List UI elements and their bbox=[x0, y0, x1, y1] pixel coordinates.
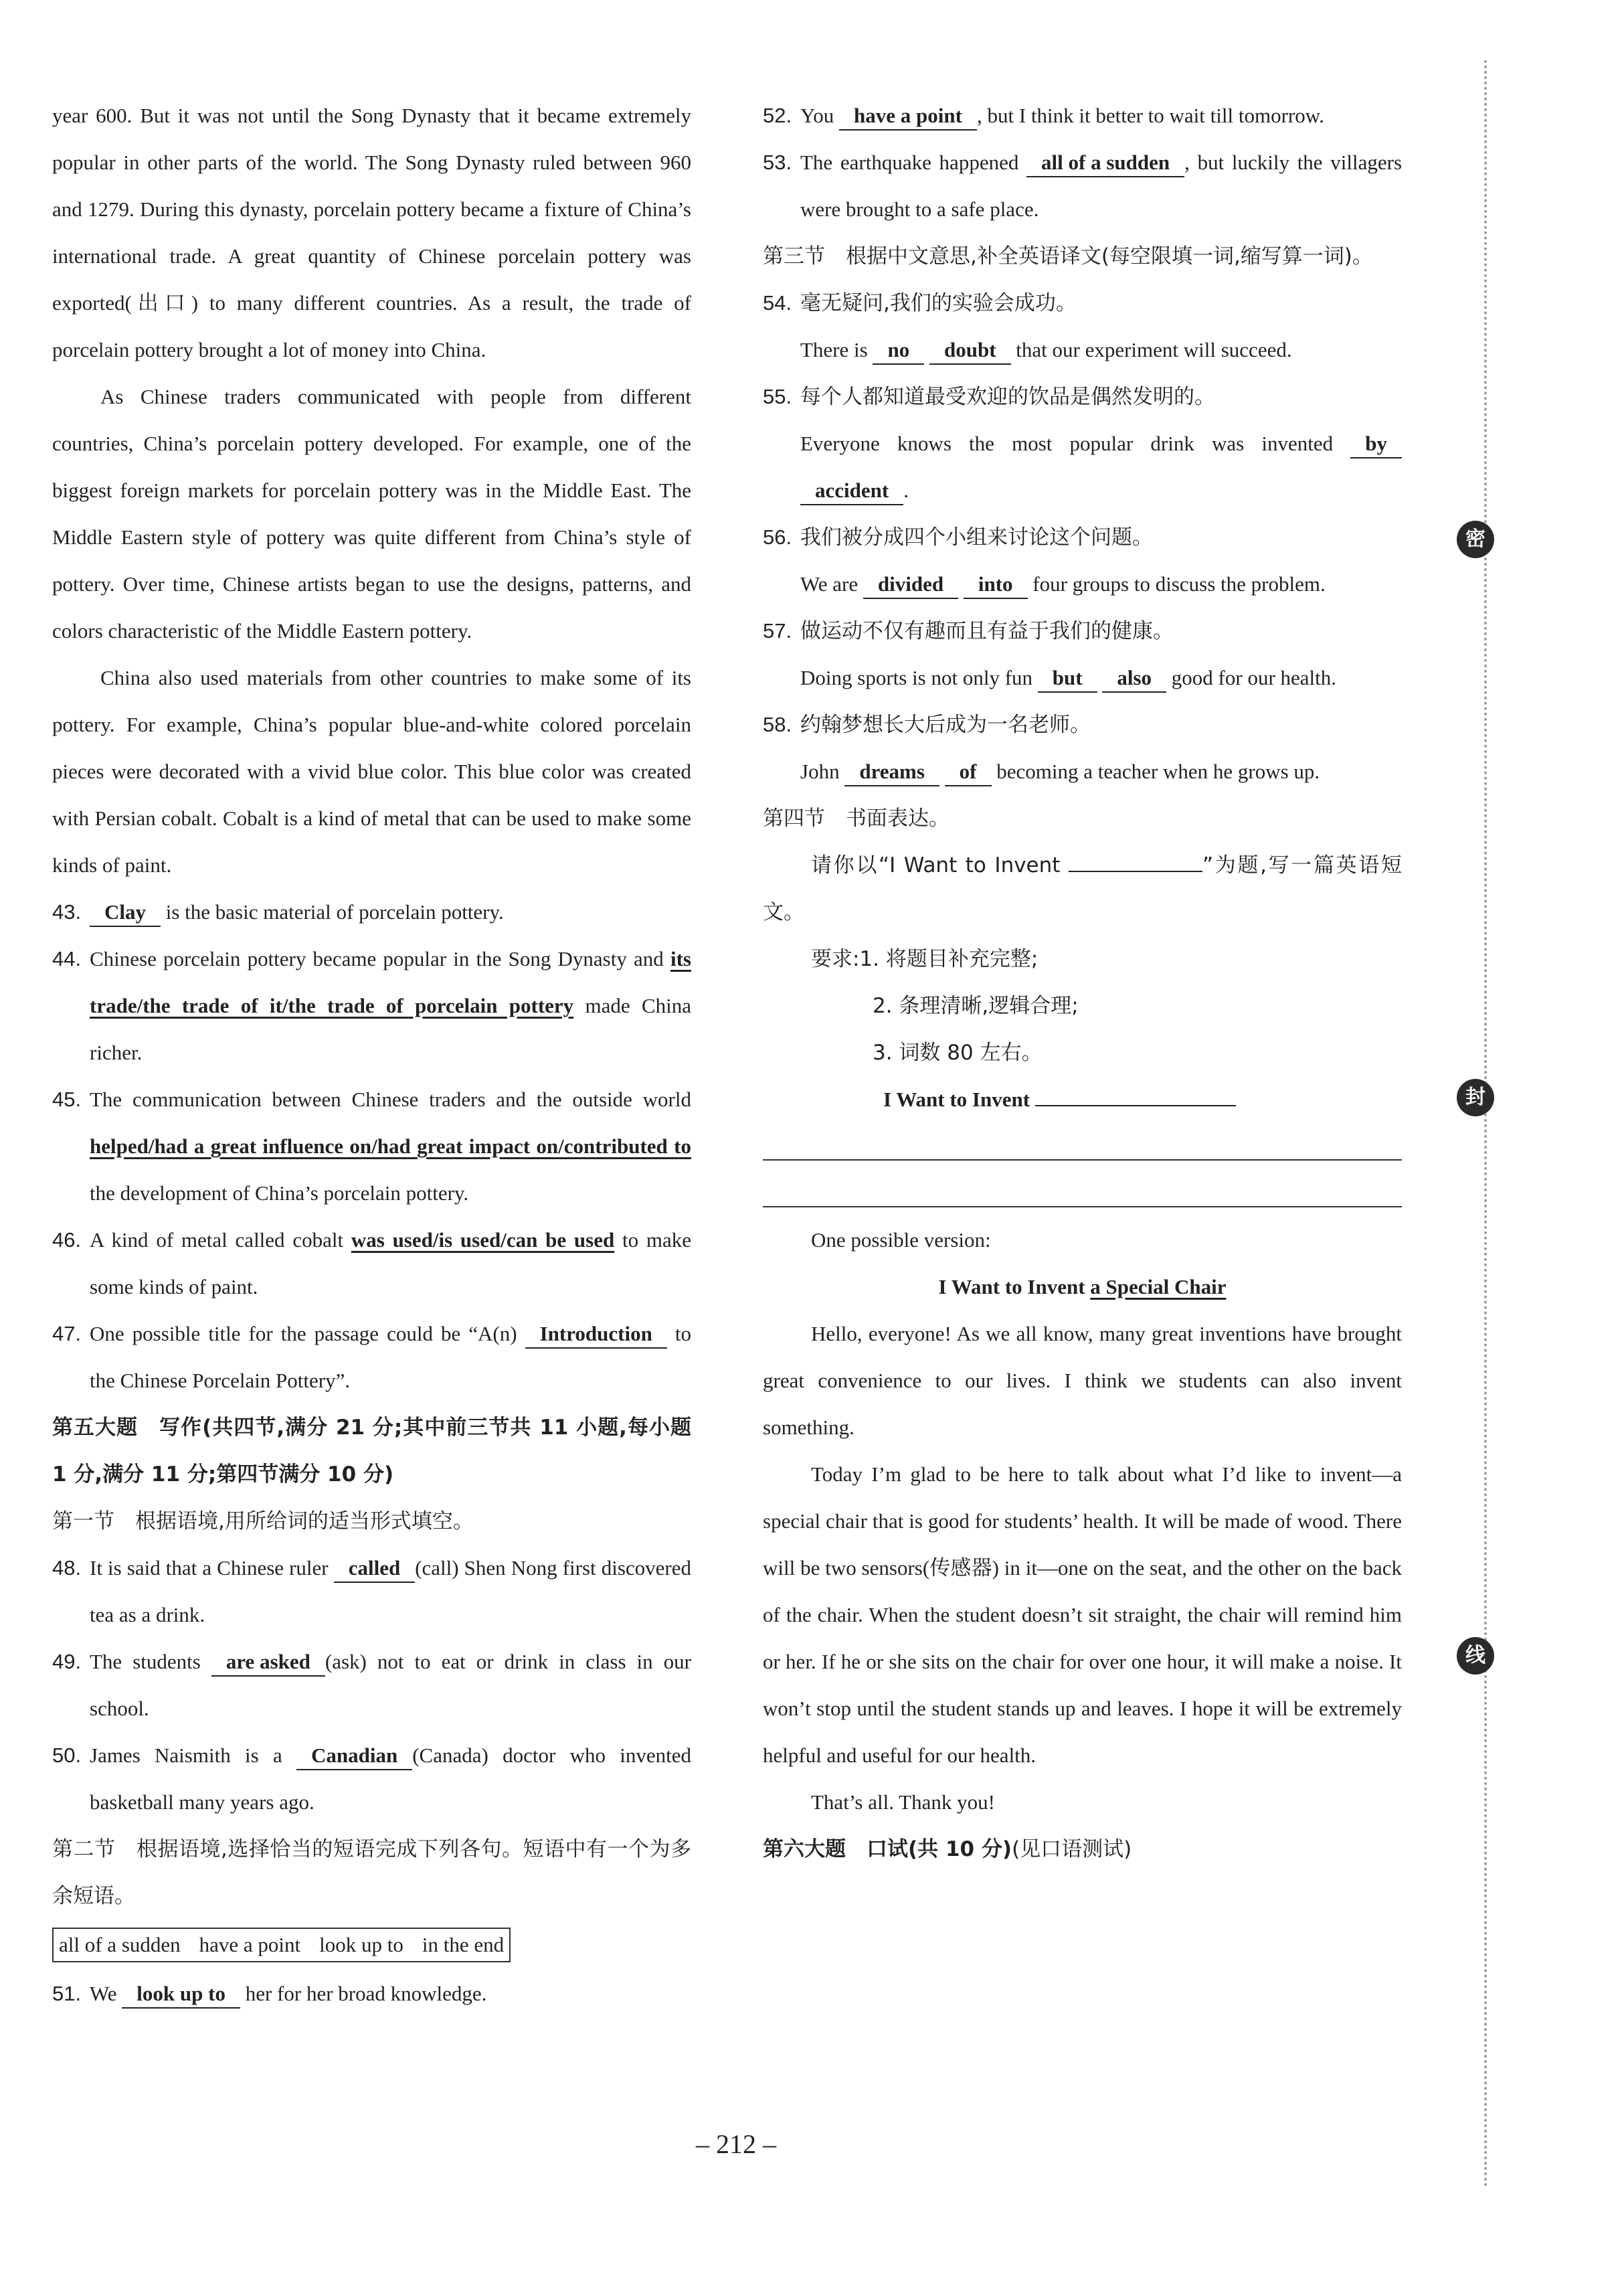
one-possible-version-label: One possible version: bbox=[811, 1228, 991, 1252]
model-paragraph-3: That’s all. Thank you! bbox=[811, 1790, 995, 1814]
answer-49: are asked bbox=[211, 1648, 325, 1677]
answer-54-b: doubt bbox=[929, 337, 1011, 365]
writing-line bbox=[763, 1123, 1402, 1170]
translation-58: John dreams of becoming a teacher when he grows up. bbox=[763, 748, 1402, 795]
requirement-3: 3. 词数 80 左右。 bbox=[873, 1041, 1043, 1065]
phrase-option: have a point bbox=[199, 1933, 301, 1956]
answer-56-a: divided bbox=[863, 571, 958, 599]
phrase-box bbox=[52, 1928, 511, 1962]
prompt-blank bbox=[1069, 852, 1202, 872]
question-47: 47. One possible title for the passage could be “A(n) Introduction to the Chinese Porcelain Pottery”. bbox=[52, 1322, 691, 1392]
essay-title: I Want to Invent bbox=[763, 1076, 1402, 1123]
question-48: 48. It is said that a Chinese ruler called (call) Shen Nong first discovered tea as a drink. bbox=[52, 1556, 691, 1626]
answer-51: look up to bbox=[122, 1980, 240, 2009]
requirement-1: 要求:1. 将题目补充完整; bbox=[811, 947, 1039, 971]
question-46: 46. A kind of metal called cobalt was used/is used/can be used to make some kinds of paint. bbox=[52, 1228, 691, 1298]
answer-55-b: accident bbox=[800, 477, 903, 505]
translation-57: Doing sports is not only fun but also good for our health. bbox=[763, 655, 1402, 701]
answer-58-a: dreams bbox=[844, 758, 939, 786]
phrase-option: in the end bbox=[422, 1933, 505, 1956]
question-54: 54. 毫无疑问,我们的实验会成功。 bbox=[763, 291, 1077, 315]
phrase-option: look up to bbox=[319, 1933, 403, 1956]
requirement-2: 2. 条理清晰,逻辑合理; bbox=[873, 994, 1079, 1018]
question-55: 55. 每个人都知道最受欢迎的饮品是偶然发明的。 bbox=[763, 385, 1215, 409]
answer-55-a: by bbox=[1350, 430, 1402, 458]
question-58: 58. 约翰梦想长大后成为一名老师。 bbox=[763, 713, 1091, 737]
translation-55: Everyone knows the most popular drink was invented by accident . bbox=[763, 420, 1402, 514]
question-57: 57. 做运动不仅有趣而且有益于我们的健康。 bbox=[763, 619, 1174, 643]
answer-56-b: into bbox=[964, 571, 1028, 599]
seal-mark-xian: 线 bbox=[1457, 1637, 1494, 1675]
passage-paragraph-1: year 600. But it was not until the Song Dynasty that it became extremely popular in other parts of the world. The Song Dynasty ruled between 960 and 1279. During this dynasty, porcelain pottery became a fixture of China’s international trade. A great quantity of Chinese porcelain pottery was exported(出口) to many different countries. As a result, the trade of porcelain pottery brought a lot of money into China. bbox=[52, 104, 691, 361]
model-essay-title: I Want to Invent a Special Chair bbox=[938, 1275, 1227, 1298]
writing-prompt: 请你以“I Want to Invent ”为题,写一篇英语短文。 bbox=[763, 853, 1402, 924]
essay-title-blank bbox=[1035, 1086, 1236, 1106]
binding-dotted-line bbox=[1484, 60, 1487, 2189]
seal-mark-mi: 密 bbox=[1457, 521, 1494, 558]
seal-mark-feng: 封 bbox=[1457, 1079, 1494, 1116]
question-50: 50. James Naismith is a Canadian (Canada) doctor who invented basketball many years ago. bbox=[52, 1744, 691, 1814]
part-4-heading: 第四节 书面表达。 bbox=[763, 806, 950, 831]
answer-50: Canadian bbox=[296, 1742, 412, 1770]
passage-paragraph-2: As Chinese traders communicated with people from different countries, China’s porcelain pottery developed. For example, one of the biggest foreign markets for porcelain pottery was in the Middle East. The Middle Eastern style of pottery was quite different from China’s style of pottery. Over time, Chinese artists began to use the designs, patterns, and colors characteristic of the Middle Eastern pottery. bbox=[52, 385, 691, 643]
model-paragraph-2: Today I’m glad to be here to talk about what I’d like to invent—a special chair that is good for students’ health. It will be made of wood. There will be two sensors(传感器) in it—one on the seat, and the other on the back of the chair. When the student doesn’t sit straight, the chair will remind him or her. If he or she sits on the chair for over one hour, it will make a noise. It won’t stop until the student stands up and leaves. I hope it will be extremely helpful and useful for our health. bbox=[763, 1462, 1402, 1767]
answer-52: have a point bbox=[839, 102, 977, 131]
writing-line bbox=[763, 1170, 1402, 1217]
part-2-heading: 第二节 根据语境,选择恰当的短语完成下列各句。短语中有一个为多余短语。 bbox=[52, 1837, 691, 1908]
question-51: 51. We look up to her for her broad knowledge. bbox=[52, 1970, 691, 2017]
answer-44: its trade/the trade of it/the trade of porcelain pottery bbox=[90, 947, 691, 1017]
part-1-heading: 第一节 根据语境,用所给词的适当形式填空。 bbox=[52, 1509, 474, 1533]
question-53: 53. The earthquake happened all of a sudden , but luckily the villagers were brought to a safe place. bbox=[763, 151, 1403, 221]
answer-46: was used/is used/can be used bbox=[351, 1228, 615, 1252]
page-number: – 212 – bbox=[696, 2129, 776, 2159]
translation-56: We are divided into four groups to discuss the problem. bbox=[763, 561, 1402, 608]
answer-43: Clay bbox=[90, 899, 161, 927]
question-44: 44. Chinese porcelain pottery became popular in the Song Dynasty and its trade/the trade of it/the trade of porcelain pottery made China richer. bbox=[52, 947, 691, 1064]
right-column bbox=[763, 92, 1402, 1873]
answer-45: helped/had a great influence on/had great impact on/contributed to bbox=[90, 1134, 691, 1158]
answer-58-b: of bbox=[945, 758, 992, 786]
answer-48: called bbox=[334, 1555, 416, 1583]
answer-47: Introduction bbox=[525, 1321, 667, 1349]
answer-54-a: no bbox=[873, 337, 924, 365]
passage-paragraph-3: China also used materials from other countries to make some of its pottery. For example, China’s popular blue-and-white colored porcelain pieces were decorated with a vivid blue color. This blue color was created with Persian cobalt. Cobalt is a kind of metal that can be used to make some kinds of paint. bbox=[52, 666, 691, 877]
answer-57-b: also bbox=[1102, 665, 1166, 693]
phrase-option: all of a sudden bbox=[59, 1933, 181, 1956]
question-49: 49. The students are asked (ask) not to eat or drink in class in our school. bbox=[52, 1650, 691, 1720]
question-52: 52. You have a point , but I think it better to wait till tomorrow. bbox=[763, 92, 1402, 139]
section-5-heading: 第五大题 写作(共四节,满分 21 分;其中前三节共 11 小题,每小题 1 分,满分 11 分;第四节满分 10 分) bbox=[52, 1416, 691, 1486]
model-paragraph-1: Hello, everyone! As we all know, many great inventions have brought great convenience to our lives. I think we students can also invent something. bbox=[763, 1322, 1402, 1439]
question-56: 56. 我们被分成四个小组来讨论这个问题。 bbox=[763, 525, 1153, 549]
part-3-heading: 第三节 根据中文意思,补全英语译文(每空限填一词,缩写算一词)。 bbox=[763, 244, 1373, 268]
question-43: 43. Clay is the basic material of porcelain pottery. bbox=[52, 889, 691, 936]
answer-57-a: but bbox=[1038, 665, 1097, 693]
translation-54: There is no doubt that our experiment will succeed. bbox=[763, 327, 1402, 373]
question-45: 45. The communication between Chinese traders and the outside world helped/had a great influence on/had great impact on/contributed to the development of China’s porcelain pottery. bbox=[52, 1088, 691, 1205]
left-column bbox=[52, 92, 691, 2017]
answer-53: all of a sudden bbox=[1026, 149, 1184, 177]
section-6-heading: 第六大题 口试(共 10 分)(见口语测试) bbox=[763, 1837, 1132, 1861]
